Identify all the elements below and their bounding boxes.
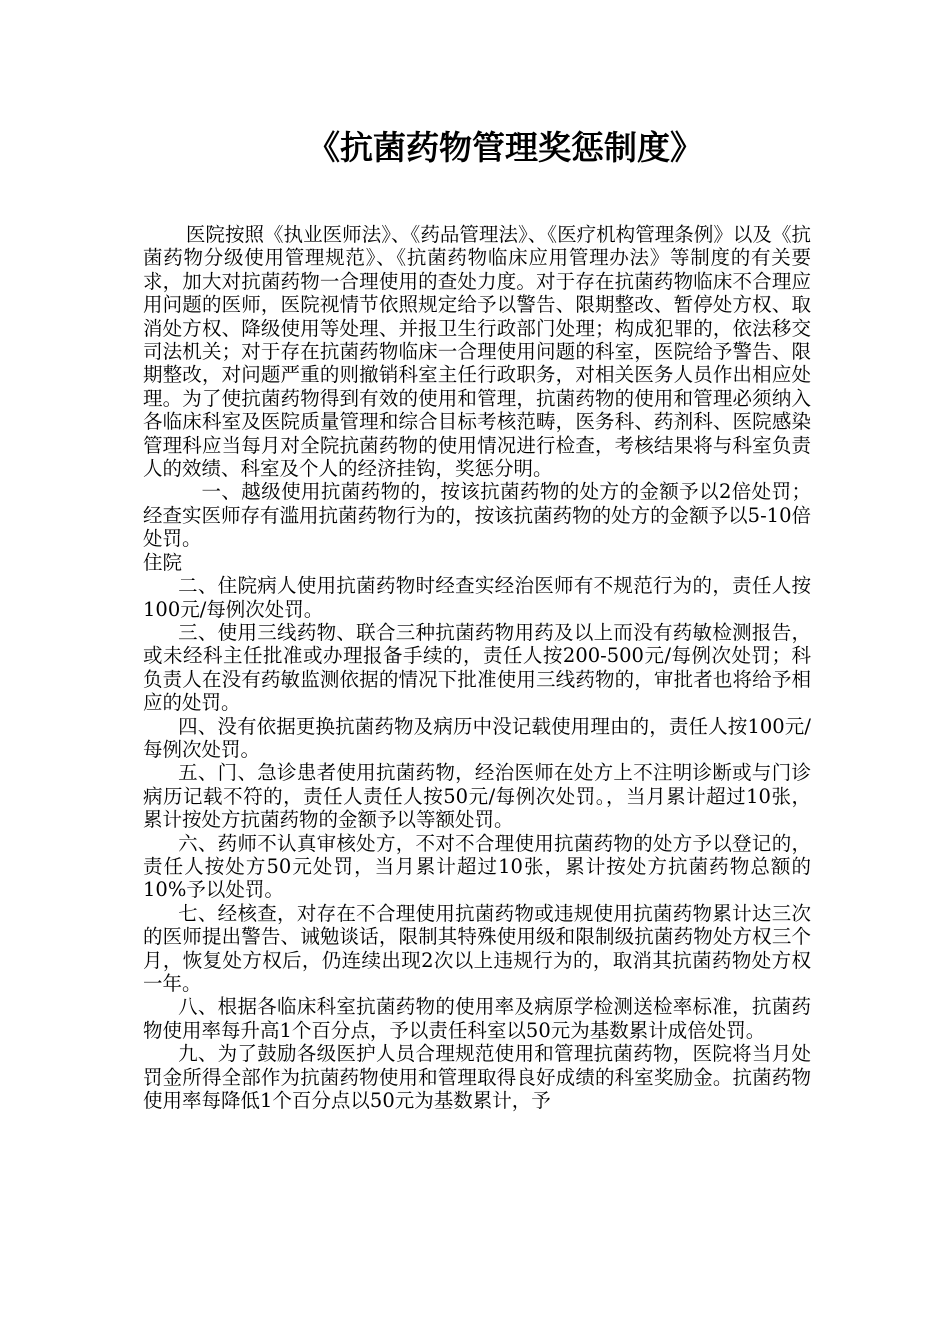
clause-4-paragraph: 四、没有依据更换抗菌药物及病历中没记载使用理由的，责任人按100元/每例次处罚。 — [143, 714, 811, 761]
clause-5-paragraph: 五、门、急诊患者使用抗菌药物，经治医师在处方上不注明诊断或与门诊病历记载不符的，责任人责任人按50元/每例次处罚。，当月累计超过10张，累计按处方抗菌药物的金额予以等额处罚。 — [143, 761, 811, 832]
clause-6-paragraph: 六、药师不认真审核处方，不对不合理使用抗菌药物的处方予以登记的，责任人按处方50元处罚，当月累计超过10张，累计按处方抗菌药物总额的10%予以处罚。 — [143, 831, 811, 902]
intro-paragraph: 医院按照《执业医师法》、《药品管理法》、《医疗机构管理条例》以及《抗菌药物分级使用管理规范》、《抗菌药物临床应用管理办法》等制度的有关要求，加大对抗菌药物一合理使用的查处力度。对于存在抗菌药物临床不合理应用问题的医师，医院视情节依照规定给予以警告、限期整改、暂停处方权、取消处方权、降级使用等处理、并报卫生行政部门处理；构成犯罪的，依法移交司法机关；对于存在抗菌药物临床一合理使用问题的科室，医院给予警告、限期整改，对问题严重的则撤销科室主任行政职务，对相关医务人员作出相应处理。为了使抗菌药物得到有效的使用和管理，抗菌药物的使用和管理必须纳入各临床科室及医院质量管理和综合目标考核范畴，医务科、药剂科、医院感染管理科应当每月对全院抗菌药物的使用情况进行检查，考核结果将与科室负责人的效绩、科室及个人的经济挂钩，奖惩分明。 — [143, 223, 811, 481]
section-label-inpatient: 住院 — [143, 550, 183, 574]
clause-8-paragraph: 八、根据各临床科室抗菌药物的使用率及病原学检测送检率标准，抗菌药物使用率每升高1个百分点，予以责任科室以50元为基数累计成倍处罚。 — [143, 995, 811, 1042]
clause-9-paragraph: 九、为了鼓励各级医护人员合理规范使用和管理抗菌药物，医院将当月处罚金所得全部作为抗菌药物使用和管理取得良好成绩的科室奖励金。抗菌药物使用率每降低1个百分点以50元为基数累计，予 — [143, 1042, 811, 1113]
document-title: 《抗菌药物管理奖惩制度》 — [307, 128, 703, 167]
document-body — [143, 223, 811, 1112]
clause-3-paragraph: 三、使用三线药物、联合三种抗菌药物用药及以上而没有药敏检测报告，或未经科主任批准或办理报备手续的，责任人按200-500元/每例次处罚；科负责人在没有药敏监测依据的情况下批准使用三线药物的，审批者也将给予相应的处罚。 — [143, 620, 811, 715]
clause-2-paragraph: 二、住院病人使用抗菌药物时经查实经治医师有不规范行为的，责任人按100元/每例次处罚。 — [143, 574, 811, 621]
clause-7-paragraph: 七、经核查，对存在不合理使用抗菌药物或违规使用抗菌药物累计达三次的医师提出警告、诫勉谈话，限制其特殊使用级和限制级抗菌药物处方权三个月，恢复处方权后，仍连续出现2次以上违规行为的，取消其抗菌药物处方权一年。 — [143, 901, 811, 995]
clause-1-paragraph: 一、越级使用抗菌药物的，按该抗菌药物的处方的金额予以2倍处罚；经查实医师存有滥用抗菌药物行为的，按该抗菌药物的处方的金额予以5-10倍处罚。 — [143, 480, 811, 551]
